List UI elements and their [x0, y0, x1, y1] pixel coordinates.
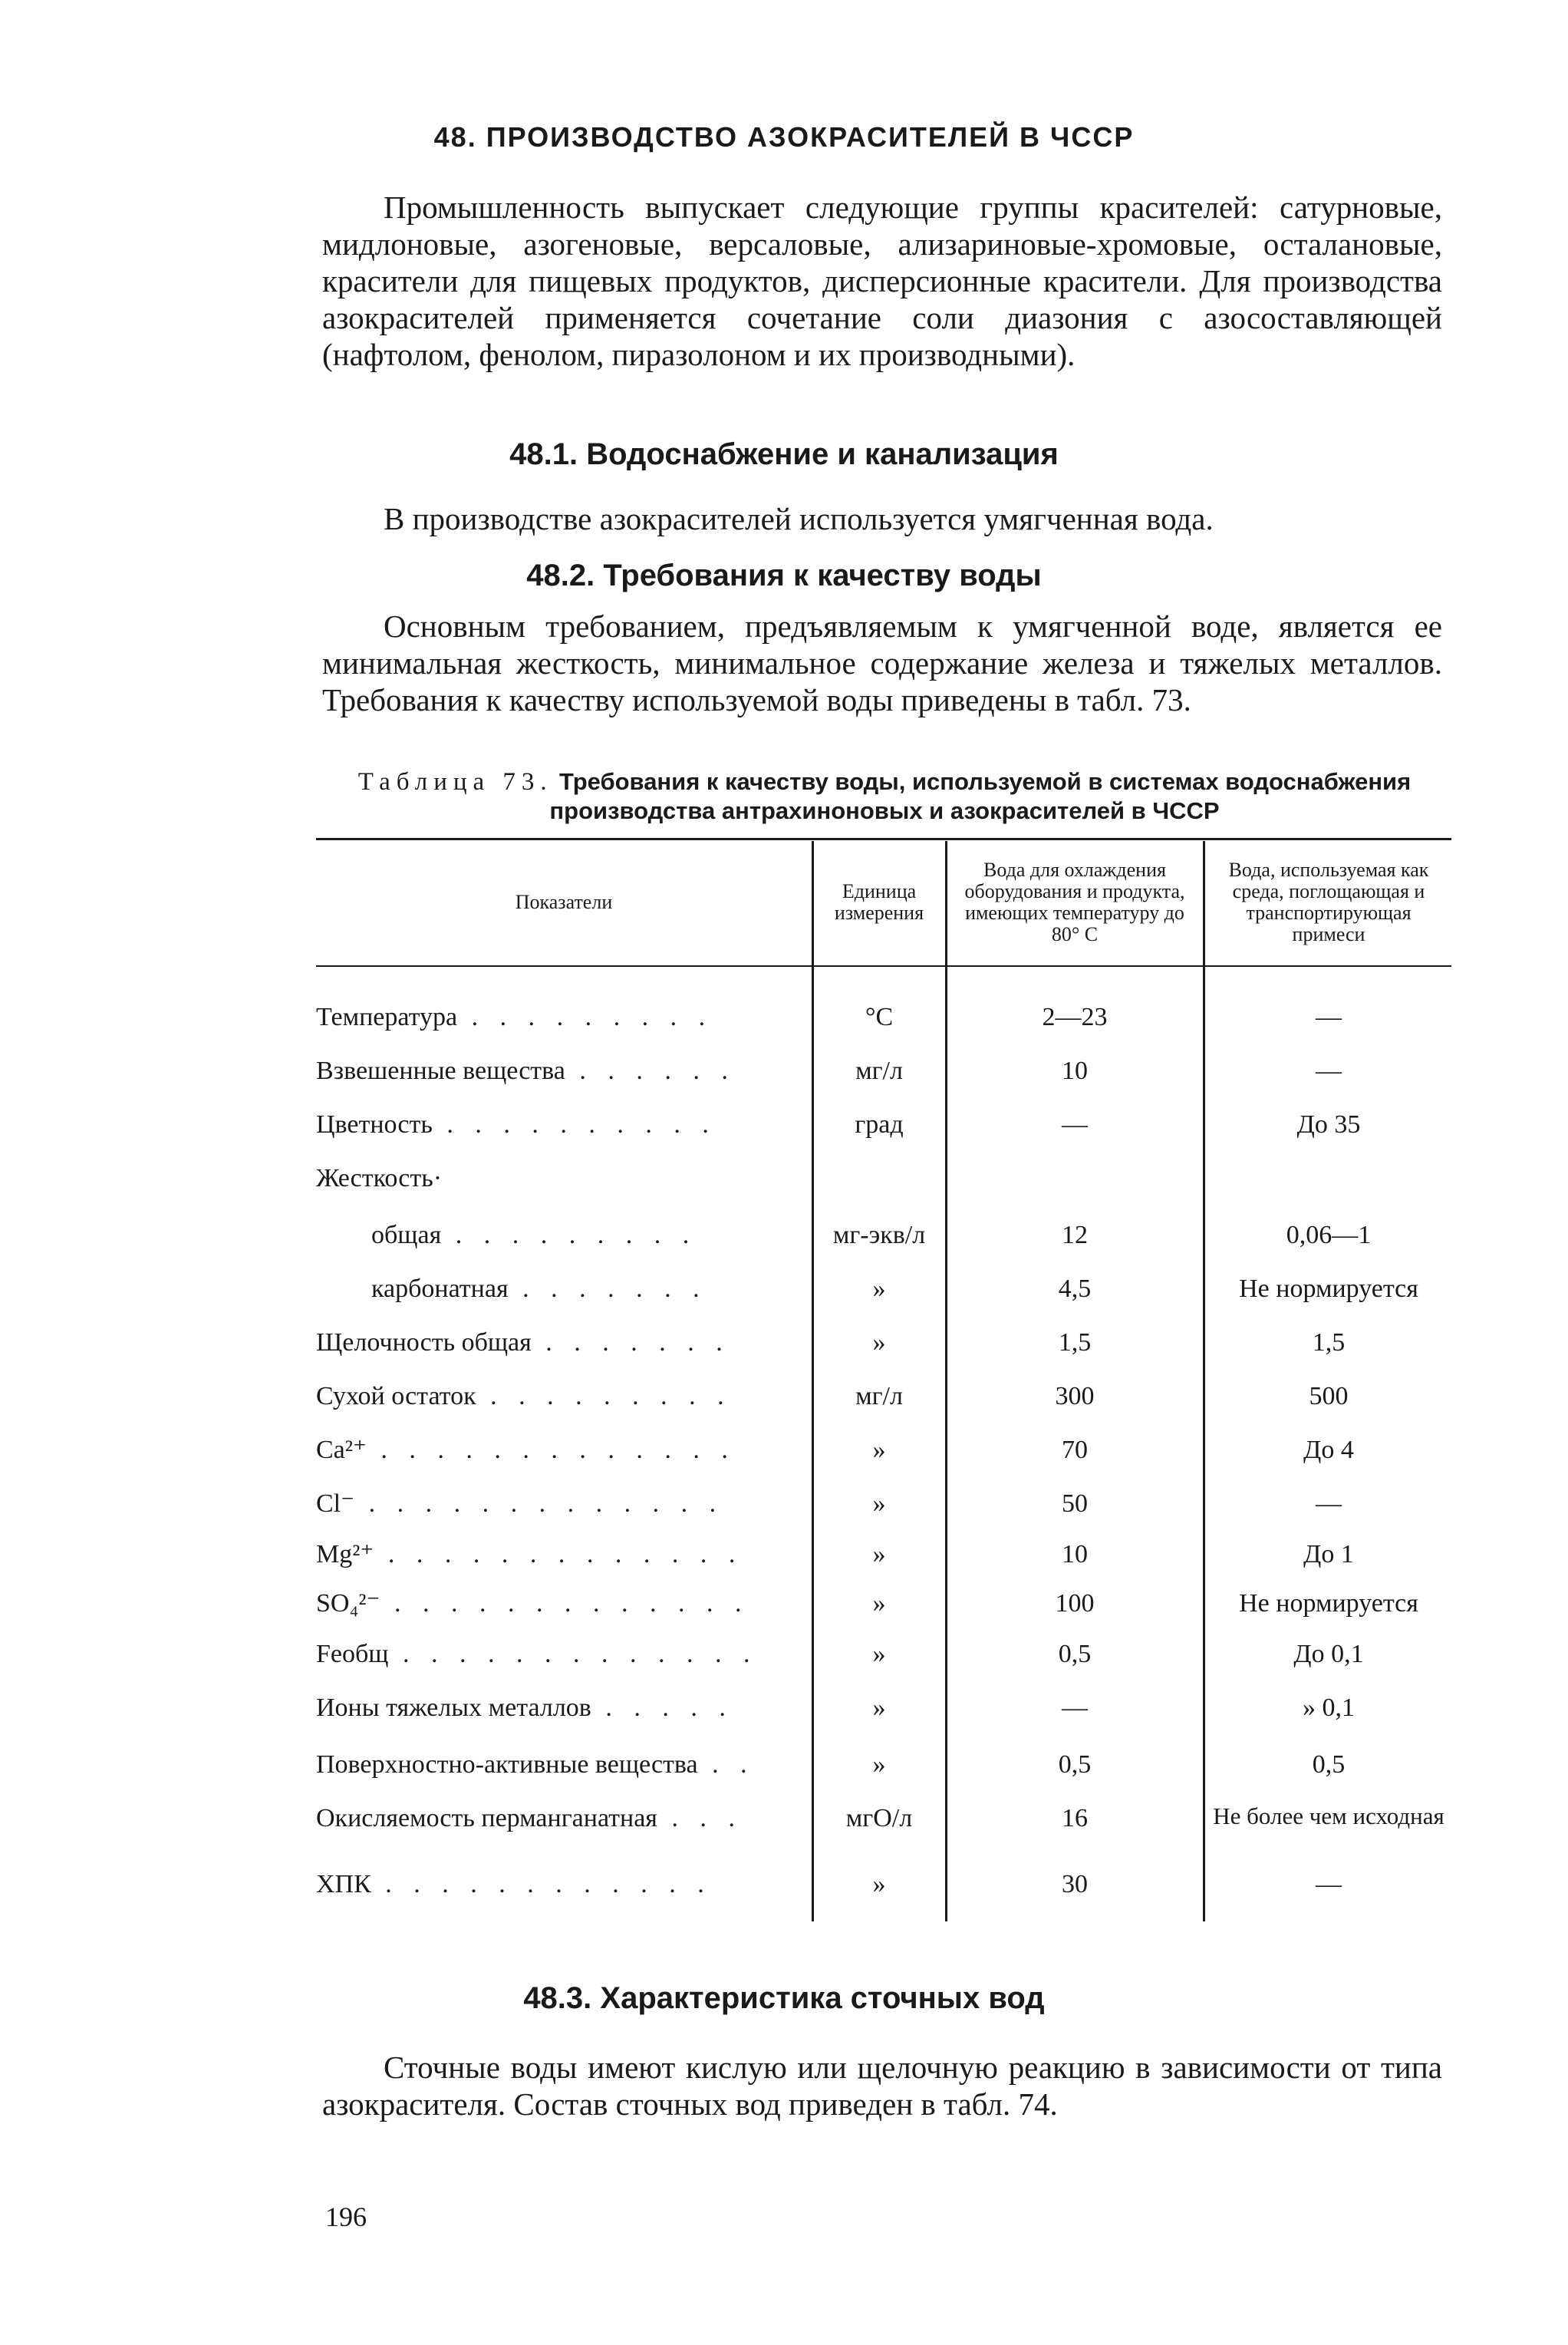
cell-transport: —	[1316, 1870, 1342, 1898]
cell-cooling: 300	[1055, 1382, 1095, 1410]
cell-transport: До 4	[1303, 1436, 1354, 1464]
cell-unit: »	[872, 1640, 886, 1668]
cell-transport: 500	[1309, 1382, 1349, 1410]
row-label: Цветность	[316, 1110, 433, 1139]
row-label: Щелочность общая	[316, 1328, 532, 1357]
cell-cooling: 70	[1062, 1436, 1088, 1464]
row-label: Окисляемость перманганатная	[316, 1804, 657, 1832]
row-label: Температура	[316, 1003, 458, 1031]
cell-transport: До 1	[1303, 1540, 1354, 1568]
table-col-divider	[1203, 841, 1205, 1921]
cell-cooling: 50	[1062, 1489, 1088, 1518]
intro-paragraph: Промышленность выпускает следующие группы красителей: сатурновые, мидлоновые, азогеновые, версаловые, ализариновые-хромовые, осталановые, красители для пищевых продуктов, дисперсионные красители. Для производства азокрасителей применяется сочетание соли диазония с азосоставляющей (нафтолом, фенолом, пиразолоном и их производными).	[322, 190, 1442, 372]
cell-cooling: 0,5	[1058, 1640, 1092, 1668]
cell-cooling: 100	[1055, 1589, 1095, 1618]
cell-cooling: 30	[1062, 1870, 1088, 1898]
section-48-3-heading: 48.3. Характеристика сточных вод	[523, 1981, 1045, 2015]
row-label: Feобщ	[316, 1640, 389, 1668]
cell-cooling: 12	[1062, 1221, 1088, 1249]
cell-transport: Не нормируется	[1239, 1589, 1418, 1618]
table-header-rule	[316, 965, 1451, 967]
cell-unit: мг/л	[855, 1382, 903, 1410]
cell-unit: »	[872, 1489, 886, 1518]
row-label: Сухой остаток	[316, 1382, 476, 1410]
row-label: Ca²⁺	[316, 1436, 367, 1464]
section-48-1-text: В производстве азокрасителей используется умягченная вода.	[384, 501, 1214, 536]
header-transport-water: Вода, используемая как среда, поглощающая и транспортирующая примеси	[1228, 859, 1429, 945]
cell-transport: —	[1316, 1003, 1342, 1031]
header-indicator: Показатели	[515, 891, 613, 913]
cell-transport: Не более чем исходная	[1213, 1802, 1444, 1829]
row-label: Cl⁻	[316, 1489, 355, 1518]
cell-cooling: —	[1062, 1110, 1088, 1139]
document-page: 48. ПРОИЗВОДСТВО АЗОКРАСИТЕЛЕЙ В ЧССР Промышленность выпускает следующие группы красителей: сатурновые, мидлоновые, азогеновые, версаловые, ализариновые-хромовые, осталановые, красители для пищевых продуктов, дисперсионные красители. Для производства азокрасителей применяется сочетание соли диазония с азосоставляющей (нафтолом, фенолом, пиразолоном и их производными). 48.1. Водоснабжение и канализация В производстве азокрасителей используется умягченная вода. 48.2. Требования к качеству воды Основным требованием, предъявляемым к умягченной воде, является ее минимальная жесткость, минимальное содержание железа и тяжелых металлов. Требования к качеству используемой воды приведены в табл. 73. Таблица 73. Требования к качеству воды, используемой в системах водоснабжения производства антрахиноновых и азокрасителей в ЧССР Показатели Единица измерения Вода для охлаждения оборудования и продукта, имеющих температуру до 80° С Вода, используемая как среда, поглощающая и транспортирующая примеси Температура . . . . . . . . . °C 2—23 — Взвешенные вещества . . . . . . мг/л 10 — Цветность . . . . . . . . . . град — До 35 Жесткость· общая . . . . . . . . . мг-экв/л 12 0,06—1 карбонатная . . . . . . . » 4,5 Не нормируется Щелочность общая . . . . . . . » 1,5 1,5 Сухой остаток . . . . . . . . . мг/л 300 500 Ca²⁺ . . . . . . . . . . . . . » 70 До 4 Cl⁻ . . . . . . . . . . . . . » 50 — Mg²⁺ . . . . . . . . . . . . . » 10 До 1 SO₄²⁻ . . . . . . . . . . . . . » 100 Не нормируется Feобщ . . . . . . . . . . . . . » 0,5 До 0,1 Ионы тяжелых металлов . . . . . » — » 0,1 Поверхностно-активные вещества . . » 0,5 0,5 Окисляемость перманганатная . . . мгО/л 16 Не более чем исходная ХПК . . . . . . . . . . . . » 30 — 48.3. Характеристика сточных вод Сточные воды имеют кислую или щелочную реакцию в зависимости от типа азокрасителя. Состав сточных вод приведен в табл. 74. 196	[0, 0, 1568, 2345]
cell-unit: мг/л	[855, 1057, 903, 1085]
row-label: общая	[371, 1221, 442, 1249]
cell-cooling: 10	[1062, 1057, 1088, 1085]
section-48-2-text: Основным требованием, предъявляемым к умягченной воде, является ее минимальная жесткость, минимальное содержание железа и тяжелых металлов. Требования к качеству используемой воды приведены в табл. 73.	[322, 609, 1442, 717]
cell-unit: »	[872, 1694, 886, 1722]
row-label: Жесткость·	[316, 1164, 443, 1192]
cell-transport: 0,5	[1312, 1750, 1346, 1779]
table-col-divider	[945, 841, 947, 1921]
cell-cooling: 1,5	[1058, 1328, 1092, 1357]
table-label: Таблица 73.	[357, 768, 553, 796]
table-col-divider	[812, 841, 814, 1921]
table-top-rule	[316, 838, 1451, 840]
row-label: ХПК	[316, 1870, 371, 1898]
cell-transport: —	[1316, 1057, 1342, 1085]
chapter-heading: 48. ПРОИЗВОДСТВО АЗОКРАСИТЕЛЕЙ В ЧССР	[433, 121, 1135, 153]
header-cooling-water: Вода для охлаждения оборудования и продукта, имеющих температуру до 80° С	[964, 859, 1185, 945]
row-label: SO₄²⁻	[316, 1589, 380, 1618]
row-label: Поверхностно-активные вещества	[316, 1750, 698, 1779]
table-caption	[321, 767, 1448, 826]
row-label: карбонатная	[371, 1275, 509, 1303]
cell-unit: »	[872, 1750, 886, 1779]
cell-cooling: 0,5	[1058, 1750, 1092, 1779]
cell-unit: °C	[865, 1003, 894, 1031]
header-unit: Единица измерения	[834, 880, 924, 924]
cell-transport: 0,06—1	[1286, 1221, 1372, 1249]
cell-unit: »	[872, 1540, 886, 1568]
cell-cooling: 4,5	[1058, 1275, 1092, 1303]
cell-cooling: 2—23	[1042, 1003, 1108, 1031]
cell-unit: »	[872, 1328, 886, 1357]
cell-cooling: 10	[1062, 1540, 1088, 1568]
cell-cooling: 16	[1062, 1804, 1088, 1832]
cell-transport: До 35	[1296, 1110, 1361, 1139]
cell-unit: мгО/л	[845, 1804, 913, 1832]
table-title: Требования к качеству воды, используемой в системах водоснабжения производства антрахиноновых и азокрасителей в ЧССР	[549, 768, 1412, 824]
cell-cooling: —	[1062, 1694, 1088, 1722]
cell-unit: »	[872, 1275, 886, 1303]
cell-transport: » 0,1	[1303, 1694, 1355, 1722]
page-number: 196	[325, 2202, 367, 2232]
row-label: Ионы тяжелых металлов	[316, 1694, 591, 1722]
section-48-2-heading: 48.2. Требования к качеству воды	[526, 559, 1042, 592]
cell-transport: —	[1316, 1489, 1342, 1518]
cell-unit: »	[872, 1870, 886, 1898]
cell-transport: До 0,1	[1293, 1640, 1364, 1668]
cell-transport: 1,5	[1312, 1328, 1346, 1357]
row-label: Взвешенные вещества	[316, 1057, 565, 1085]
section-48-3-text: Сточные воды имеют кислую или щелочную реакцию в зависимости от типа азокрасителя. Состав сточных вод приведен в табл. 74.	[322, 2050, 1442, 2122]
cell-unit: »	[872, 1436, 886, 1464]
row-label: Mg²⁺	[316, 1540, 374, 1568]
cell-unit: мг-экв/л	[832, 1221, 926, 1249]
cell-transport: Не нормируется	[1239, 1275, 1418, 1303]
cell-unit: град	[855, 1110, 904, 1139]
cell-unit: »	[872, 1589, 886, 1618]
section-48-1-heading: 48.1. Водоснабжение и канализация	[509, 437, 1059, 471]
